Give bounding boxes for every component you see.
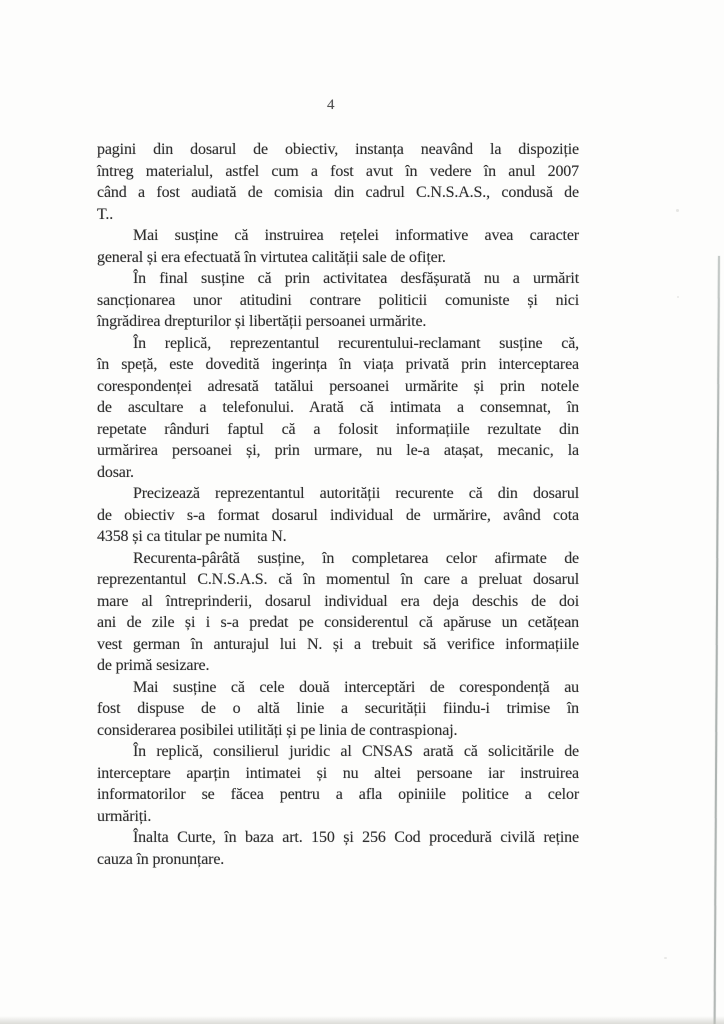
text-line: când a fost audiată de comisia din cadrul C.N.S.A.S., condusă de [97,184,579,201]
text-line: Recurenta-pârâtă susține, în completarea celor afirmate de [133,549,579,567]
text-line: vest german în anturajul lui N. și a trebuit să verifice informațiile [97,635,579,653]
text-line: întreg materialul, astfel cum a fost avut în vedere în anul 2007 [97,162,579,180]
text-line: general și era efectuată în virtutea calității sale de ofițer. [97,248,446,266]
page-number: 4 [327,97,335,113]
text-line: de primă sesizare. [97,657,210,674]
text-line: dosar. [97,463,134,481]
scan-speck [664,957,667,959]
document-body [97,139,579,870]
text-line: de obiectiv s-a format dosarul individual de urmărire, având cota [97,506,579,524]
paragraph [97,677,579,742]
text-line: mare al întreprinderii, dosarul individual era deja deschis de doi [97,592,579,610]
paragraph [97,139,579,225]
text-line: de ascultare a telefonului. Arată că intimata a consemnat, în [97,399,579,416]
scan-speck [676,209,679,212]
text-line: urmăriți. [97,807,152,825]
paragraph [97,268,579,333]
paragraph [97,548,579,677]
text-line: În final susține că prin activitatea desfășurată nu a urmărit [133,270,579,287]
text-line: pagini din dosarul de obiectiv, instanța neavând la dispoziție [97,141,579,158]
text-line: ani de zile și i s-a predat pe considerentul că apăruse un cetățean [97,614,579,631]
text-line: În replică, consilierul juridic al CNSAS arată că solicitările de [133,743,579,760]
text-line: corespondenței adresată tatălui persoanei urmărite și prin notele [97,377,579,395]
text-line: În replică, reprezentantul recurentului-reclamant susține că, [133,334,579,352]
text-line: Precizează reprezentantul autorității recurente că din dosarul [133,485,579,502]
text-line: urmărirea persoanei și, prin urmare, nu le-a atașat, mecanic, la [97,442,579,459]
paragraph [97,333,579,484]
scan-edge-artifact [713,256,719,1024]
paragraph [97,741,579,827]
scan-bottom-shadow [0,1016,724,1024]
text-line: repetate rânduri faptul că a folosit informațiile rezultate din [97,420,579,438]
text-line: T.. [97,205,114,223]
text-line: în speță, este dovedită ingerința în viața privată prin interceptarea [97,356,579,373]
paragraph [97,827,579,870]
text-line: reprezentantul C.N.S.A.S. că în momentul în care a preluat dosarul [97,571,579,588]
text-line: 4358 și ca titular pe numita N. [97,528,287,545]
text-line: considerarea posibilei utilități și pe linia de contraspionaj. [97,721,458,739]
scan-speck [677,296,679,298]
text-line: cauza în pronunțare. [97,850,225,868]
paragraph [97,225,579,268]
text-line: fost dispuse de o altă linie a securității fiindu-i trimise în [97,700,579,717]
text-line: îngrădirea drepturilor și libertății persoanei urmărite. [97,313,427,330]
text-line: interceptare aparțin intimatei și nu altei persoane iar instruirea [97,764,579,782]
paragraph [97,483,579,548]
text-line: informatorilor se făcea pentru a afla opiniile politice a celor [97,786,579,803]
text-line: Mai susține că cele două interceptări de corespondență au [133,678,579,696]
text-line: Înalta Curte, în baza art. 150 și 256 Cod procedură civilă reține [133,829,579,846]
text-line: sancționarea unor atitudini contrare politicii comuniste și nici [97,291,579,309]
text-line: Mai susține că instruirea rețelei informative avea caracter [133,227,579,244]
